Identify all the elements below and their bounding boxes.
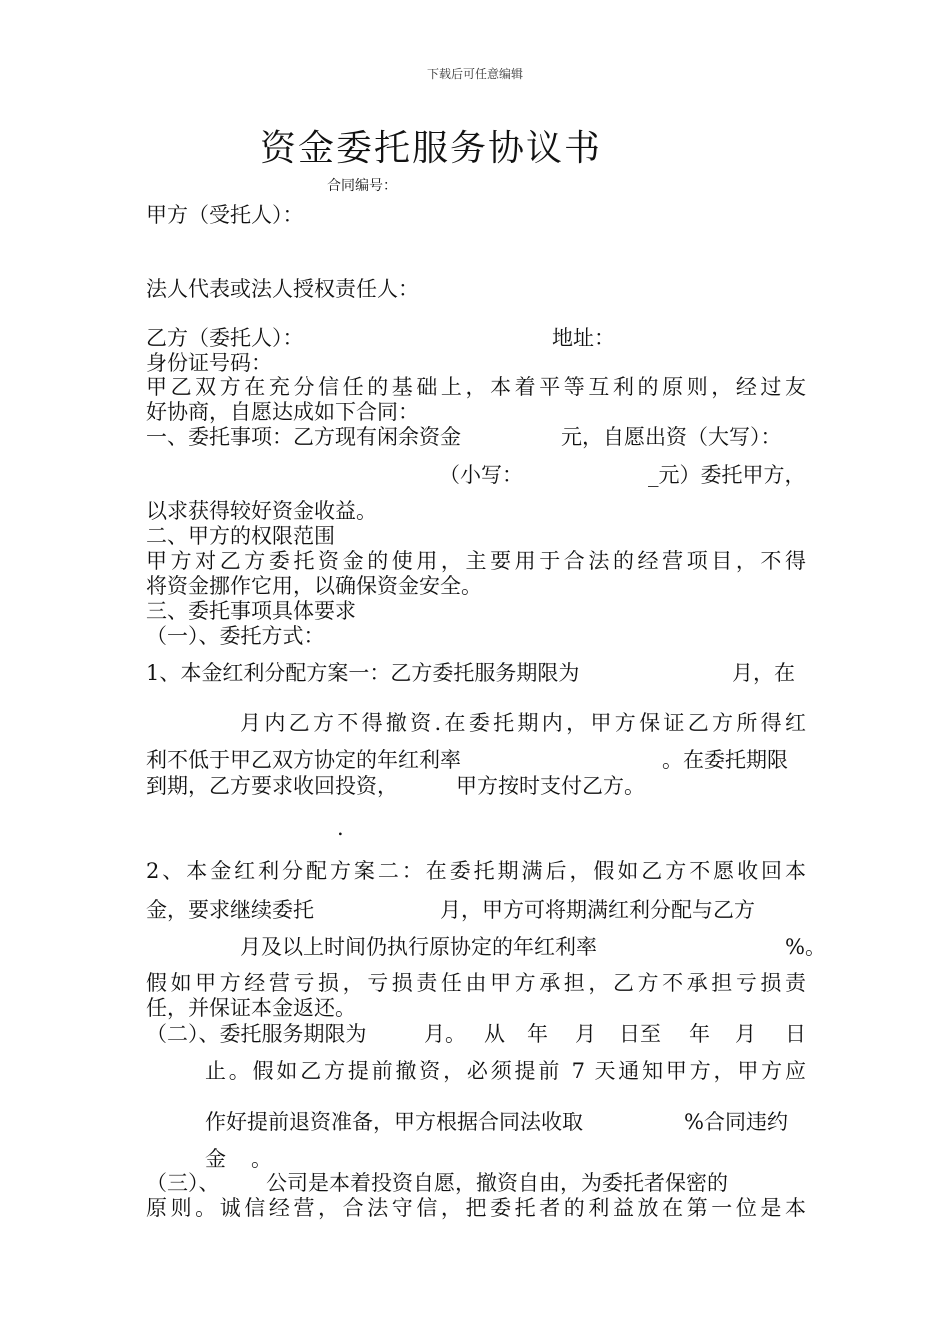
plan-1-line: 月，在: [732, 661, 795, 685]
section-3-2-line: %合同违约: [684, 1110, 788, 1134]
section-2-line: 将资金挪作它用，以确保资金安全。: [146, 574, 482, 598]
section-1-line: （小写：: [439, 463, 523, 487]
plan-2-line: 任，并保证本金返还。: [146, 996, 356, 1020]
section-3-heading: 三、委托事项具体要求: [146, 599, 356, 623]
plan-2-line: 月，甲方可将期满红利分配与乙方: [440, 898, 755, 922]
section-3-2-part: 月: [575, 1022, 596, 1046]
plan-2-line: 金，要求继续委托: [146, 898, 314, 922]
plan-1-line: 甲方按时支付乙方。: [456, 774, 645, 798]
section-3-3-line: 公司是本着投资自愿，撤资自由，为委托者保密的: [266, 1171, 728, 1195]
plan-2-line: 月及以上时间仍执行原协定的年红利率: [240, 935, 597, 959]
section-2-line: 甲方对乙方委托资金的使用，主要用于合法的经营项目，不得: [146, 549, 806, 573]
address-label: 地址：: [552, 326, 615, 350]
section-3-2-part: 日至: [619, 1022, 661, 1046]
section-3-2-part: 年: [527, 1022, 548, 1046]
section-3-2-part: 月。: [424, 1022, 466, 1046]
section-1-line: 元，自愿出资（大写）：: [561, 425, 782, 449]
section-3-2-part: 月: [735, 1022, 756, 1046]
header-note: 下载后可任意编辑: [426, 67, 523, 81]
plan-1-line: 到期，乙方要求收回投资，: [146, 774, 398, 798]
section-3-2-line: 。: [251, 1147, 272, 1171]
plan-1-line: 。在委托期限: [662, 748, 788, 772]
section-3-1-heading: （一）、委托方式：: [146, 624, 325, 648]
section-3-2-part: 从: [484, 1022, 505, 1046]
section-3-2-part: （二）、委托服务期限为: [146, 1022, 367, 1046]
section-3-2-part: 年: [689, 1022, 710, 1046]
id-number-label: 身份证号码：: [146, 351, 272, 375]
party-b-label: 乙方（委托人）：: [146, 326, 304, 350]
section-1-line: 一、委托事项：乙方现有闲余资金: [146, 425, 461, 449]
section-2-heading: 二、甲方的权限范围: [146, 524, 335, 548]
plan-1-dot: .: [337, 816, 344, 840]
section-3-3-line: （三）、: [146, 1171, 220, 1195]
section-3-2-part: 日: [785, 1022, 806, 1046]
plan-1-line: 月内乙方不得撤资.在委托期内，甲方保证乙方所得红: [240, 711, 806, 735]
intro-line: 甲乙双方在充分信任的基础上，本着平等互利的原则，经过友: [146, 375, 806, 399]
party-a-label: 甲方（受托人）：: [146, 203, 304, 227]
document-title: 资金委托服务协议书: [260, 128, 603, 169]
section-3-2-line: 金: [205, 1147, 226, 1171]
plan-1-line: 1、本金红利分配方案一：乙方委托服务期限为: [146, 661, 580, 685]
plan-2-line: 2、本金红利分配方案二：在委托期满后，假如乙方不愿收回本: [146, 859, 806, 883]
section-1-line: _元）委托甲方，: [648, 463, 806, 487]
section-1-line: 以求获得较好资金收益。: [146, 499, 377, 523]
plan-2-line: %。: [785, 935, 826, 959]
legal-representative-label: 法人代表或法人授权责任人：: [146, 277, 419, 301]
plan-1-line: 利不低于甲乙双方协定的年红利率: [146, 748, 461, 772]
section-3-3-line: 原则。诚信经营，合法守信，把委托者的利益放在第一位是本: [146, 1196, 806, 1220]
intro-line: 好协商，自愿达成如下合同：: [146, 400, 419, 424]
section-3-2-line: 作好提前退资准备，甲方根据合同法收取: [205, 1110, 583, 1134]
contract-number-label: 合同编号：: [327, 178, 397, 194]
section-3-2-line: 止。假如乙方提前撤资，必须提前 7 天通知甲方，甲方应: [205, 1059, 806, 1083]
plan-2-line: 假如甲方经营亏损，亏损责任由甲方承担，乙方不承担亏损责: [146, 971, 806, 995]
